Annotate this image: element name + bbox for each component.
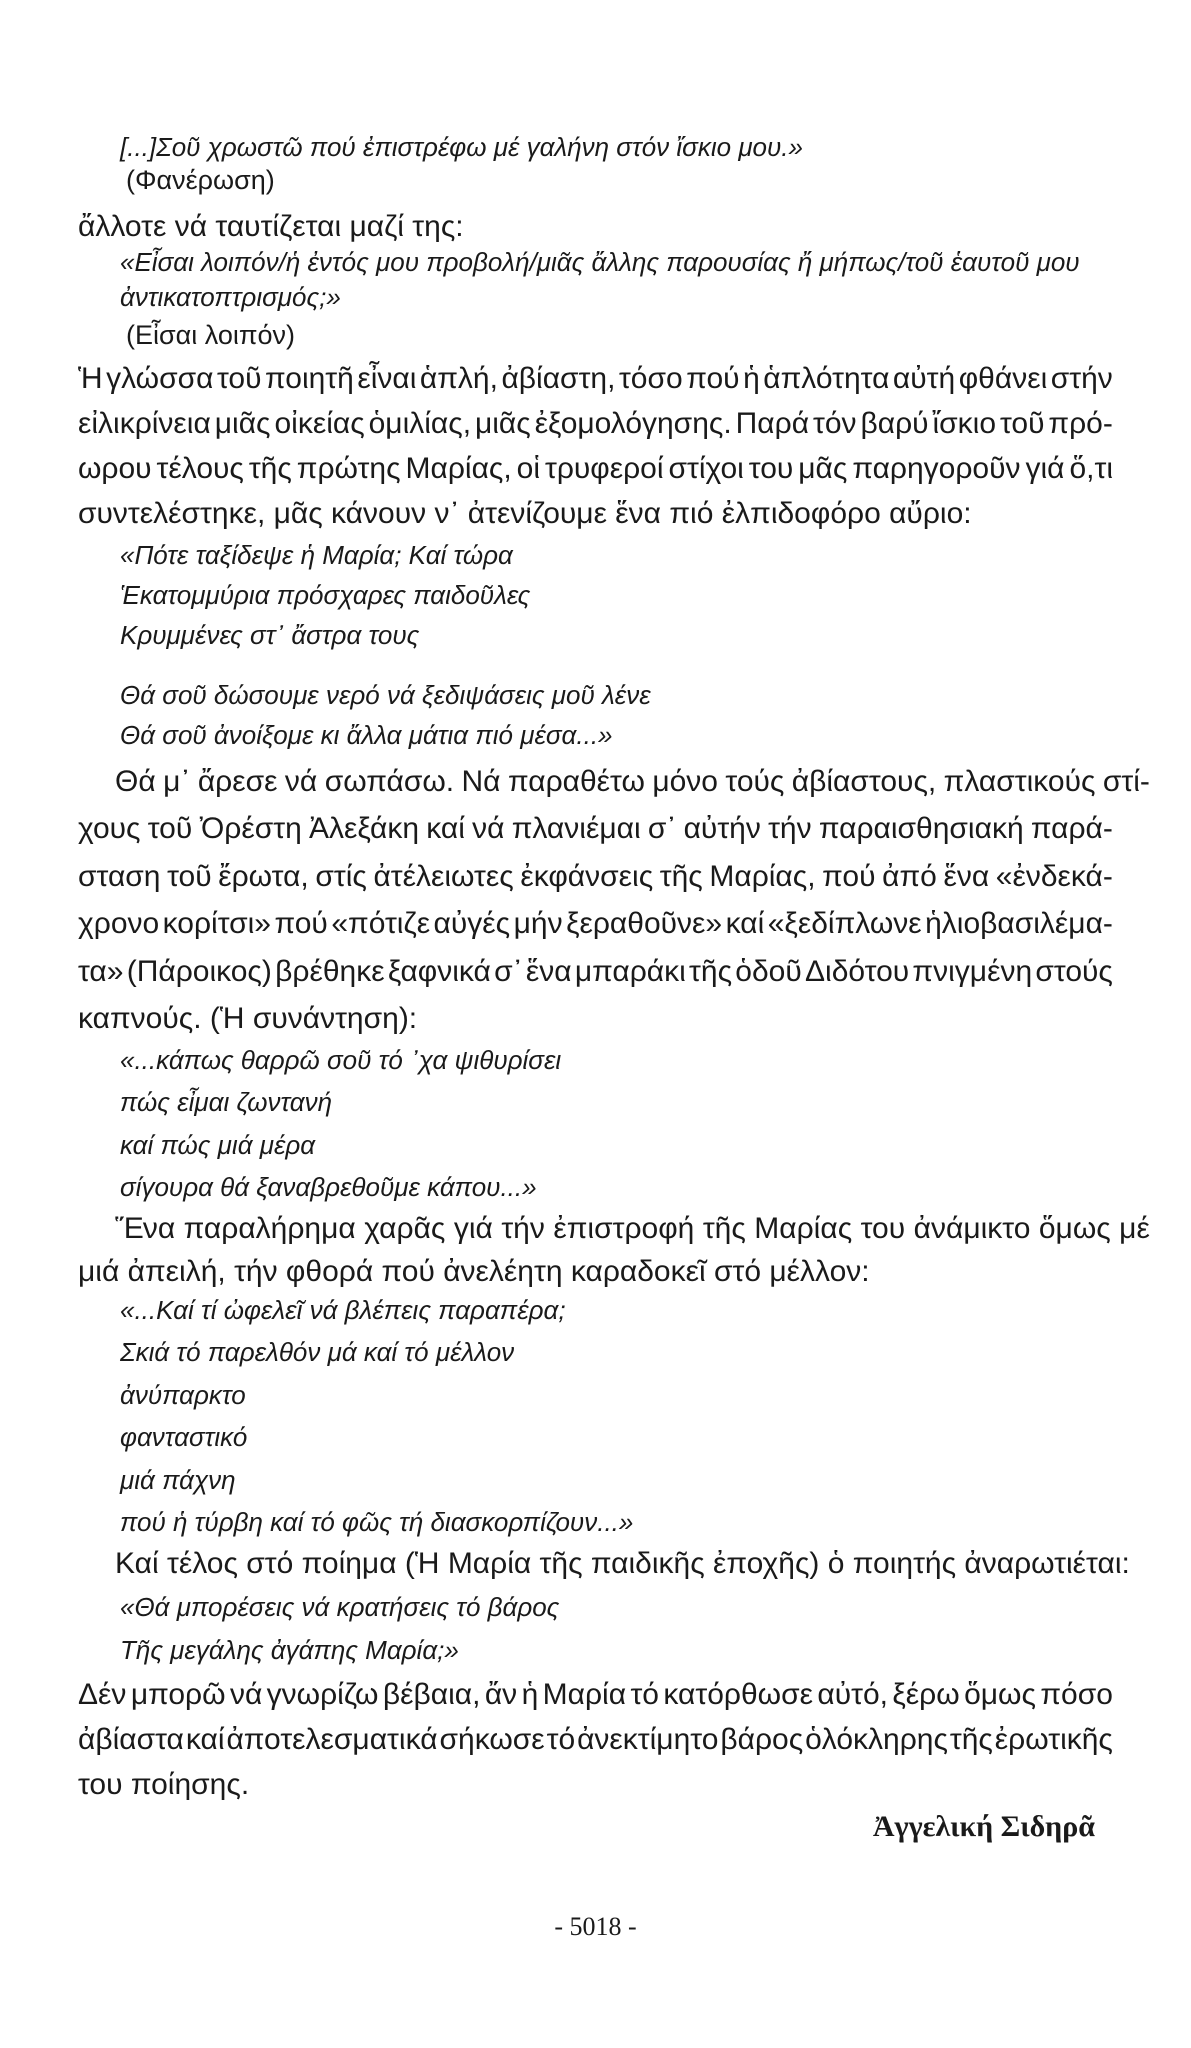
paragraph-line: χρονο κορίτσι» πού «πότιζε αὐγές μήν ξεραθοῦνε» καί «ξεδίπλωνε ἡλιοβασιλέμα-	[78, 907, 1113, 940]
paragraph-line: του ποίησης.	[78, 1768, 250, 1801]
paragraph-line: καπνούς. (Ἡ συνάντηση):	[78, 1002, 418, 1035]
quote-line: πού ἡ τύρβη καί τό φῶς τή διασκορπίζουν...»	[120, 1507, 634, 1537]
quote-line: Θά σοῦ δώσουμε νερό νά ξεδιψάσεις μοῦ λένε	[120, 680, 651, 710]
quote-line: φανταστικό	[120, 1422, 248, 1452]
paragraph-line: Καί τέλος στό ποίημα (Ἡ Μαρία τῆς παιδικῆς ἐποχῆς) ὁ ποιητής ἀναρωτιέται:	[115, 1547, 1130, 1580]
paragraph-line: Ἕνα παραλήρημα χαρᾶς γιά τήν ἐπιστροφή τῆς Μαρίας του ἀνάμικτο ὅμως μέ	[115, 1212, 1150, 1245]
quote-line: μιά πάχνη	[120, 1465, 236, 1495]
paragraph-line: τα» (Πάροικος) βρέθηκε ξαφνικά σ᾿ ἕνα μπαράκι τῆς ὁδοῦ Διδότου πνιγμένη στούς	[78, 955, 1113, 988]
quote-line: ἀντικατοπτρισμός;»	[120, 282, 341, 312]
quote-line: Σκιά τό παρελθόν μά καί τό μέλλον	[120, 1337, 515, 1367]
quote-line: «Εἶσαι λοιπόν/ἡ ἐντός μου προβολή/μιᾶς ἄλλης παρουσίας ἤ μήπως/τοῦ ἑαυτοῦ μου	[120, 247, 1080, 277]
quote-line: καί πώς μιά μέρα	[120, 1130, 316, 1160]
quote-line: σίγουρα θά ξαναβρεθοῦμε κάπου...»	[120, 1172, 537, 1202]
paragraph-line: ωρου τέλους τῆς πρώτης Μαρίας, οἱ τρυφεροί στίχοι του μᾶς παρηγοροῦν γιά ὅ,τι	[78, 452, 1113, 485]
quote-line: πώς εἶμαι ζωντανή	[120, 1087, 333, 1117]
paragraph-line: συντελέστηκε, μᾶς κάνουν ν᾿ ἀτενίζουμε ἕνα πιό ἐλπιδοφόρο αὔριο:	[78, 497, 972, 530]
paragraph-line: Θά μ᾿ ἄρεσε νά σωπάσω. Νά παραθέτω μόνο τούς ἀβίαστους, πλαστικούς στί-	[115, 765, 1150, 798]
paragraph-line: ἀβίαστα καί ἀποτελεσματικά σήκωσε τό ἀνεκτίμητο βάρος ὁλόκληρης τῆς ἐρωτικῆς	[78, 1723, 1113, 1756]
poem-title: (Εἶσαι λοιπόν)	[126, 320, 296, 350]
text-line: ἄλλοτε νά ταυτίζεται μαζί της:	[78, 210, 464, 243]
page-number: - 5018 -	[554, 1912, 637, 1941]
quote-line: «Πότε ταξίδεψε ἡ Μαρία; Καί τώρα	[120, 540, 513, 570]
poem-title: (Φανέρωση)	[126, 165, 275, 195]
quote-line: «...Καί τί ὠφελεῖ νά βλέπεις παραπέρα;	[120, 1295, 566, 1325]
paragraph-line: Δέν μπορῶ νά γνωρίζω βέβαια, ἄν ἡ Μαρία τό κατόρθωσε αὐτό, ξέρω ὅμως πόσο	[78, 1678, 1113, 1711]
quote-line: «Θά μπορέσεις νά κρατήσεις τό βάρος	[120, 1592, 560, 1622]
quote-line: [...]Σοῦ χρωστῶ πού ἐπιστρέφω μέ γαλήνη στόν ἴσκιο μου.»	[120, 132, 803, 162]
paragraph-line: Ἡ γλώσσα τοῦ ποιητῆ εἶναι ἁπλή, ἀβίαστη, τόσο πού ἡ ἁπλότητα αὐτή φθάνει στήν	[78, 362, 1113, 395]
quote-line: Κρυμμένες στ᾿ ἄστρα τους	[120, 620, 420, 650]
quote-line: «...κάπως θαρρῶ σοῦ τό ᾿χα ψιθυρίσει	[120, 1045, 562, 1075]
quote-line: Θά σοῦ ἀνοίξομε κι ἄλλα μάτια πιό μέσα...»	[120, 720, 613, 750]
paragraph-line: εἰλικρίνεια μιᾶς οἰκείας ὁμιλίας, μιᾶς ἐξομολόγησης. Παρά τόν βαρύ ἴσκιο τοῦ πρό-	[78, 407, 1113, 440]
paragraph-line: χους τοῦ Ὀρέστη Ἀλεξάκη καί νά πλανιέμαι σ᾿ αὐτήν τήν παραισθησιακή παρά-	[78, 812, 1113, 845]
author-signature: Ἀγγελική Σιδηρᾶ	[872, 1810, 1095, 1843]
quote-line: Ἑκατομμύρια πρόσχαρες παιδοῦλες	[120, 580, 531, 610]
paragraph-line: μιά ἀπειλή, τήν φθορά πού ἀνελέητη καραδοκεῖ στό μέλλον:	[78, 1255, 870, 1288]
paragraph-line: σταση τοῦ ἔρωτα, στίς ἀτέλειωτες ἐκφάνσεις τῆς Μαρίας, πού ἀπό ἕνα «ἐνδεκά-	[78, 860, 1113, 893]
quote-line: ἀνύπαρκτο	[120, 1380, 246, 1410]
quote-line: Τῆς μεγάλης ἀγάπης Μαρία;»	[120, 1635, 459, 1665]
